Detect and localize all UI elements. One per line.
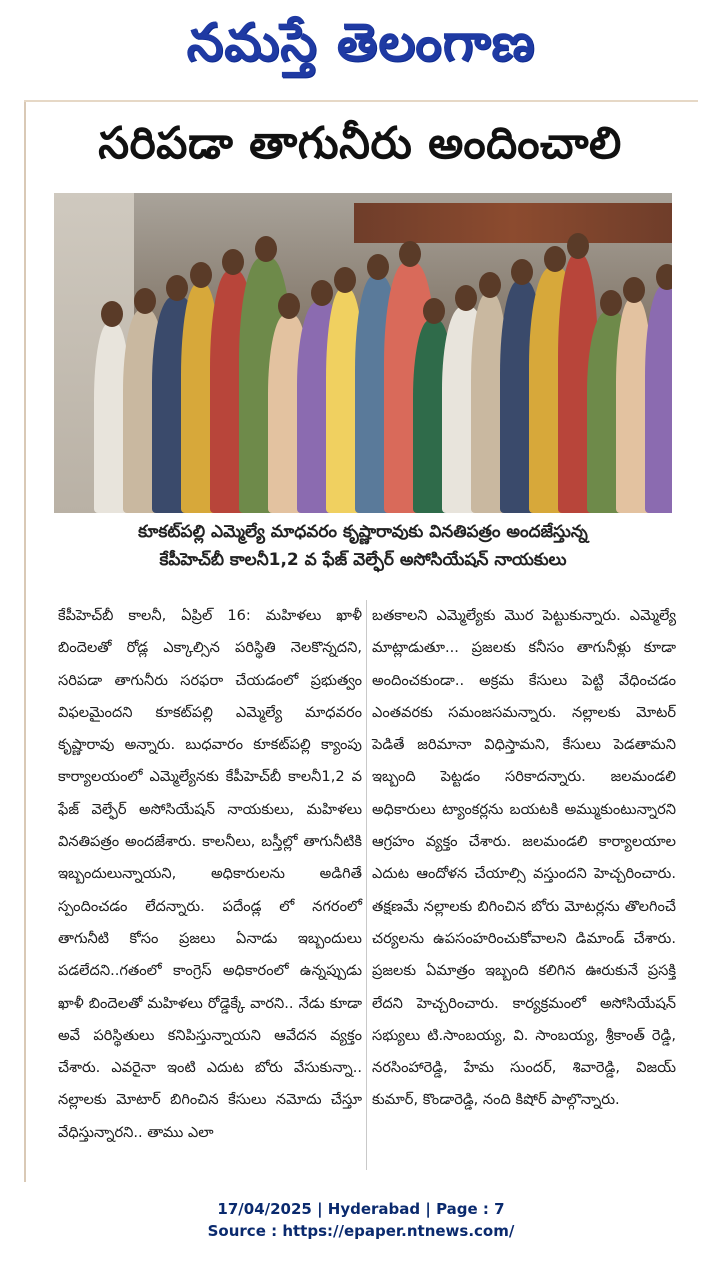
crowd-head <box>367 254 389 280</box>
article-column-right <box>372 600 676 1117</box>
article-headline: సరిపడా తాగునీరు అందించాలి <box>98 118 622 169</box>
crowd-head <box>255 236 277 262</box>
crowd-head <box>399 241 421 267</box>
crowd-person <box>645 286 672 513</box>
crowd-head <box>423 298 445 324</box>
clip-top-border <box>24 100 698 102</box>
crowd-head <box>166 275 188 301</box>
crowd-head <box>600 290 622 316</box>
caption-line-1: కూకట్‌పల్లి ఎమ్మెల్యే మాధవరం కృష్ణారావుకు వినతిపత్రం అందజేస్తున్న <box>138 522 588 542</box>
crowd-head <box>479 272 501 298</box>
column-divider <box>366 600 367 1170</box>
crowd-head <box>544 246 566 272</box>
clip-left-border <box>24 102 26 1182</box>
crowd-head <box>656 264 673 290</box>
article-body-right: బతకాలని ఎమ్మెల్యేకు మొర పెట్టుకున్నారు. ఎమ్మెల్యే మాట్లాడుతూ... ప్రజలకు కనీసం తాగునీళ్లు కూడా అందించకుండా.. అక్రమ కేసులు పెట్టి వేధించడం ఎంతవరకు సమంజసమన్నారు. నల్లాలకు మోటర్ పెడితే జరిమానా విధిస్తామని, కేసులు పెడతామని ఇబ్బంది పెట్టడం సరికాదన్నారు. జలమండలి అధికారులు ట్యాంకర్లను బయటకి అమ్ముకుంటున్నారని ఆగ్రహం వ్యక్తం చేశారు. జలమండలి కార్యాలయాల ఎదుట ఆందోళన చేయాల్సి వస్తుందని హెచ్చరించారు. తక్షణమే నల్లాలకు బిగించిన బోరు మోటర్లను తొలగించే చర్యలను ఉపసంహరించుకోవాలని డిమాండ్ చేశారు. ప్రజలకు ఏమాత్రం ఇబ్బంది కలిగిన ఊరుకునే ప్రసక్తి లేదని హెచ్చరించారు. కార్యక్రమంలో అసోసియేషన్ సభ్యులు టి.సాంబయ్య, వి. సాంబయ్య, శ్రీకాంత్ రెడ్డి, నరసింహారెడ్డి, హేమ సుందర్, శివారెడ్డి, విజయ్ కుమార్, కొండారెడ్డి, నంది కిషోర్ పాల్గొన్నారు. <box>372 607 676 1109</box>
photo-crowd <box>94 223 672 513</box>
crowd-head <box>334 267 356 293</box>
crowd-head <box>278 293 300 319</box>
article-body-left: కేపీహెచ్‌బీ కాలనీ, ఏప్రిల్ 16: మహిళలు ఖాళీ బిందెలతో రోడ్ల ఎక్కాల్సిన పరిస్థితి నెలకొన్నదని, సరిపడా తాగునీరు సరఫరా చేయడంలో ప్రభుత్వం విఫలమైందని కూకట్‌పల్లి ఎమ్మెల్యే మాధవరం కృష్ణారావు అన్నారు. బుధవారం కూకట్‌పల్లి క్యాంపు కార్యాలయంలో ఎమ్మెల్యేనకు కేపీహెచ్‌బీ కాలనీ1,2 వ ఫేజ్ వెల్ఫేర్ అసోసియేషన్ నాయకులు, మహిళలు వినతిపత్రం అందజేశారు. కాలనీలు, బస్తీల్లో తాగునీటికి ఇబ్బందులున్నాయని, అధికారులను అడిగితే స్పందించడం లేదన్నారు. పదేండ్ల లో నగరంలో తాగునీటి కోసం ప్రజలు ఏనాడు ఇబ్బందులు పడలేదని..గతంలో కాంగ్రెస్ అధికారంలో ఉన్నప్పుడు ఖాళీ బిందెలతో మహిళలు రోడ్డెక్కే వారని.. నేడు కూడా అవే పరిస్థితులు కనిపిస్తున్నాయని ఆవేదన వ్యక్తం చేశారు. ఎవరైనా ఇంటి ఎదుట బోరు వేసుకున్నా.. నల్లాలకు మోటార్ బిగించిన కేసులు నమోదు చేస్తూ వేధిస్తున్నారని.. తాము ఎలా <box>58 607 362 1141</box>
article-photo <box>54 193 672 513</box>
newspaper-masthead: నమస్తే తెలంగాణ <box>186 13 536 73</box>
crowd-head <box>511 259 533 285</box>
crowd-head <box>222 249 244 275</box>
caption-line-2: కేపీహెచ్‌బీ కాలనీ1,2 వ ఫేజ్ వెల్ఫేర్ అసోసియేషన్ నాయకులు <box>159 550 567 570</box>
footer-source-line: Source : https://epaper.ntnews.com/ <box>207 1222 515 1240</box>
footer-date-line: 17/04/2025 | Hyderabad | Page : 7 <box>217 1200 505 1218</box>
crowd-head <box>190 262 212 288</box>
photo-caption <box>54 518 672 578</box>
crowd-head <box>101 301 123 327</box>
crowd-head <box>455 285 477 311</box>
crowd-head <box>567 233 589 259</box>
crowd-head <box>623 277 645 303</box>
crowd-head <box>311 280 333 306</box>
page-footer <box>0 1198 722 1242</box>
crowd-head <box>134 288 156 314</box>
article-column-left <box>58 600 362 1149</box>
